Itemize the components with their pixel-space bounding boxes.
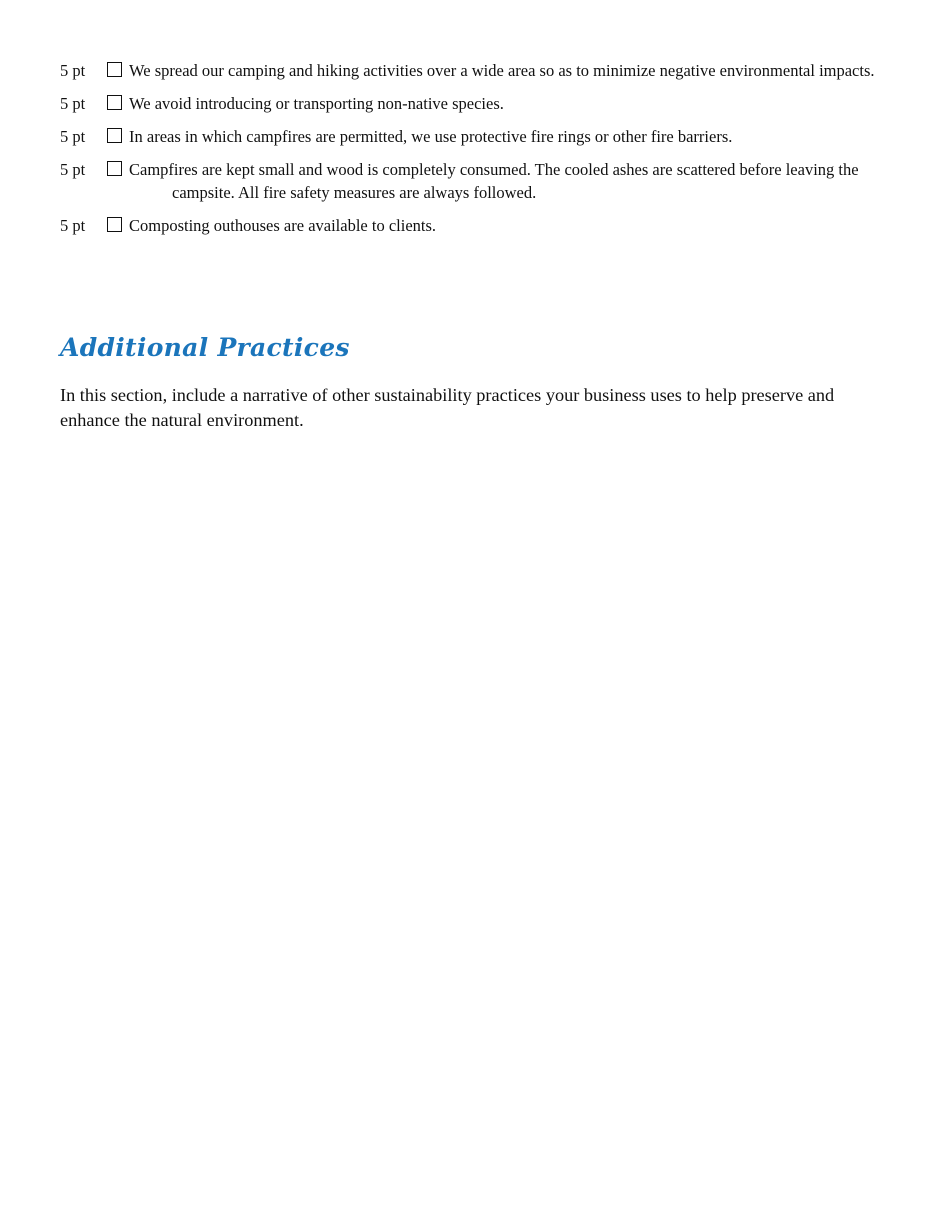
checklist-item-text: We spread our camping and hiking activities over a wide area so as to minimize negative environmental impacts. <box>129 61 875 80</box>
checklist-item <box>60 214 890 237</box>
checklist-item-text: We avoid introducing or transporting non-native species. <box>129 94 504 113</box>
points-label: 5 pt <box>60 127 86 146</box>
checklist-item-text: Campfires are kept small and wood is completely consumed. The cooled ashes are scattered before leaving the campsite. All fire safety measures are always followed. <box>129 160 859 202</box>
checklist-item-text: Composting outhouses are available to clients. <box>129 216 437 235</box>
points-label: 5 pt <box>60 160 86 179</box>
points-label: 5 pt <box>60 216 86 235</box>
checklist-item-text: In areas in which campfires are permitted, we use protective fire rings or other fire barriers. <box>129 127 733 146</box>
checkbox[interactable] <box>107 128 122 143</box>
section-narrative: In this section, include a narrative of other sustainability practices your business uses to help preserve and enhance the natural environment. <box>60 385 835 430</box>
points-label: 5 pt <box>60 61 86 80</box>
sustainability-checklist <box>60 59 890 247</box>
checkbox[interactable] <box>107 95 122 110</box>
checklist-item <box>60 125 890 148</box>
checkbox[interactable] <box>107 217 122 232</box>
checklist-item <box>60 92 890 115</box>
points-label: 5 pt <box>60 94 86 113</box>
checklist-item <box>60 59 890 82</box>
checkbox[interactable] <box>107 161 122 176</box>
checkbox[interactable] <box>107 62 122 77</box>
section-title: Additional Practices <box>60 333 350 362</box>
checklist-item <box>60 158 890 204</box>
